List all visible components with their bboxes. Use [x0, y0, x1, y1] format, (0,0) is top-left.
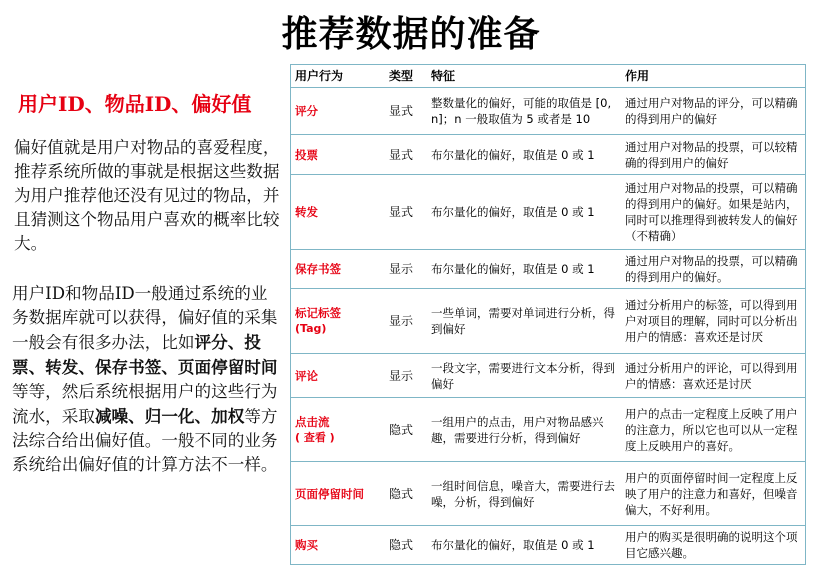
- type-cell: 隐式: [385, 462, 427, 526]
- feature-cell: 一段文字，需要进行文本分析，得到偏好: [427, 354, 621, 398]
- header-feature: 特征: [427, 65, 621, 88]
- type-cell: 显示: [385, 250, 427, 289]
- behavior-cell: [291, 526, 386, 565]
- behavior-cell: [291, 135, 386, 175]
- type-cell: 显示: [385, 289, 427, 354]
- para2-bold-methods: 减噪、归一化、加权: [94, 406, 245, 426]
- preference-description: 偏好值就是用户对物品的喜爱程度，推荐系统所做的事就是根据这些数据为用户推荐他还没有见过的物品，并且猜测这个物品用户喜欢的概率比较大。: [14, 138, 280, 253]
- page-title: 推荐数据的准备: [281, 14, 541, 55]
- behavior-label: 购买: [295, 538, 318, 552]
- behavior-table: [290, 64, 806, 565]
- feature-cell: 布尔量化的偏好，取值是 0 或 1: [427, 135, 621, 175]
- table-row: [291, 250, 806, 289]
- type-cell: 显式: [385, 175, 427, 250]
- use-cell: 通过分析用户的评论，可以得到用户的情感：喜欢还是讨厌: [621, 354, 806, 398]
- use-cell: 通过用户对物品的投票，可以精确的得到用户的偏好。: [621, 250, 806, 289]
- para2-text-1: 用户ID和物品ID一般通过系统的业务数据库就可以获得，偏好值的采集一般会有很多办法，比如: [12, 284, 278, 352]
- behavior-label: 保存书签: [295, 262, 341, 276]
- type-cell: 显示: [385, 354, 427, 398]
- behavior-label: 投票: [295, 147, 318, 162]
- para2-bold-behaviors: 评分、投票、转发、保存书签、页面停留时间: [12, 332, 278, 377]
- behavior-label: 点击流: [295, 414, 330, 429]
- use-cell: 通过用户对物品的投票，可以精确的得到用户的偏好。如果是站内，同时可以推理得到被转发人的偏好（不精确）: [621, 175, 806, 250]
- behavior-cell: [291, 250, 386, 289]
- table-row: [291, 354, 806, 398]
- use-cell: 通过用户对物品的评分，可以精确的得到用户的偏好: [621, 88, 806, 135]
- feature-cell: 一组时间信息，噪音大，需要进行去噪，分析，得到偏好: [427, 462, 621, 526]
- table-row: [291, 88, 806, 135]
- type-cell: 隐式: [385, 398, 427, 462]
- use-cell: 用户的页面停留时间一定程度上反映了用户的注意力和喜好，但噪音偏大，不好利用。: [621, 462, 806, 526]
- type-cell: 显式: [385, 88, 427, 135]
- feature-cell: 一些单词，需要对单词进行分析，得到偏好: [427, 289, 621, 354]
- behavior-cell: [291, 462, 386, 526]
- behavior-cell: [291, 175, 386, 250]
- table-row: [291, 289, 806, 354]
- table-row: [291, 526, 806, 565]
- para2-text-2: 等等，然后系统根据用户的这些行为流水，采取: [12, 382, 278, 426]
- table-row: [291, 462, 806, 526]
- section-subtitle: 用户ID、物品ID、偏好值: [18, 92, 252, 116]
- table-row: [291, 175, 806, 250]
- feature-cell: 整数量化的偏好，可能的取值是 [0, n]；n 一般取值为 5 或者是 10: [427, 88, 621, 135]
- behavior-sublabel: (Tag): [295, 322, 327, 335]
- behavior-label: 标记标签: [295, 306, 341, 320]
- table-header-row: [291, 65, 806, 88]
- use-cell: 用户的购买是很明确的说明这个项目它感兴趣。: [621, 526, 806, 565]
- table-row: [291, 398, 806, 462]
- behavior-label: 评分: [295, 104, 318, 118]
- use-cell: 通过用户对物品的投票，可以较精确的得到用户的偏好: [621, 135, 806, 175]
- collection-description: [12, 282, 284, 477]
- behavior-cell: [291, 289, 386, 354]
- use-cell: 通过分析用户的标签，可以得到用户对项目的理解，同时可以分析出用户的情感：喜欢还是讨厌: [621, 289, 806, 354]
- behavior-label: 评论: [295, 368, 318, 383]
- feature-cell: 一组用户的点击，用户对物品感兴趣，需要进行分析，得到偏好: [427, 398, 621, 462]
- behavior-cell: [291, 398, 386, 462]
- header-use: 作用: [621, 65, 806, 88]
- behavior-label: 页面停留时间: [295, 486, 364, 501]
- type-cell: 隐式: [385, 526, 427, 565]
- behavior-label: 转发: [295, 205, 318, 219]
- feature-cell: 布尔量化的偏好，取值是 0 或 1: [427, 250, 621, 289]
- header-behavior: 用户行为: [291, 65, 386, 88]
- behavior-cell: [291, 88, 386, 135]
- para2-text-3: 等方法综合给出偏好值。一般不同的业务系统给出偏好值的计算方法不一样。: [12, 407, 278, 474]
- behavior-sublabel: ( 查看 ): [295, 430, 335, 444]
- feature-cell: 布尔量化的偏好，取值是 0 或 1: [427, 526, 621, 565]
- use-cell: 用户的点击一定程度上反映了用户的注意力，所以它也可以从一定程度上反映用户的喜好。: [621, 398, 806, 462]
- feature-cell: 布尔量化的偏好，取值是 0 或 1: [427, 175, 621, 250]
- table-row: [291, 135, 806, 175]
- type-cell: 显式: [385, 135, 427, 175]
- header-type: 类型: [385, 65, 427, 88]
- behavior-cell: [291, 354, 386, 398]
